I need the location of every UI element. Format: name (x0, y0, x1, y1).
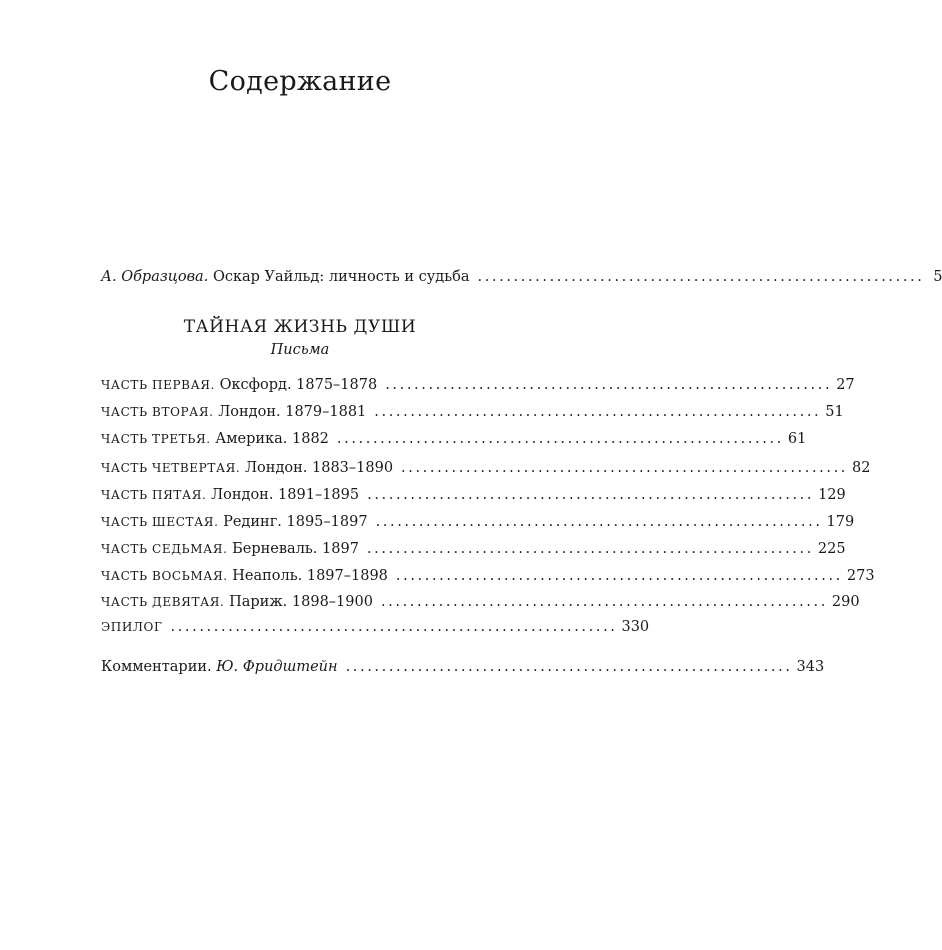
toc-entry-part-1[interactable] (101, 374, 855, 396)
section-title: ТАЙНАЯ ЖИЗНЬ ДУШИ (183, 317, 417, 337)
toc-entry-page: 290 (831, 594, 860, 610)
toc-leader-dots: .............................................................. (401, 460, 849, 476)
toc-entry-page: 129 (818, 487, 846, 503)
toc-entry-part-6[interactable] (101, 511, 855, 533)
toc-entry-label (101, 511, 368, 533)
toc-entry-page: 343 (796, 659, 825, 675)
toc-entry-page: 51 (825, 404, 844, 420)
toc-entry-part: ЧАСТЬ ПЕРВАЯ. (101, 378, 215, 392)
toc-entry-part: ЧАСТЬ ШЕСТАЯ. (101, 515, 219, 529)
toc-leader-dots: .............................................................. (336, 431, 784, 447)
toc-entry-part-3[interactable] (101, 428, 807, 450)
toc-entry-part-4[interactable] (101, 457, 871, 479)
toc-entry-commentary[interactable] (101, 656, 825, 678)
toc-leader-dots: .............................................................. (374, 404, 822, 420)
toc-entry-part: ЧАСТЬ ТРЕТЬЯ. (101, 432, 211, 446)
toc-entry-label (101, 616, 163, 638)
toc-entry-title: Берневаль. 1897 (232, 541, 359, 557)
toc-entry-part-8[interactable] (101, 565, 875, 587)
toc-entry-title: Оскар Уайльд: личность и судьба (212, 269, 470, 285)
toc-entry-part-7[interactable] (101, 538, 846, 560)
toc-entry-label (101, 484, 359, 506)
toc-entry-page: 225 (817, 541, 846, 557)
toc-leader-dots: .............................................................. (385, 377, 833, 393)
toc-entry-part-5[interactable] (101, 484, 846, 506)
toc-entry-label (101, 591, 373, 613)
toc-entry-part: ЭПИЛОГ (101, 620, 163, 634)
toc-entry-part: ЧАСТЬ ЧЕТВЕРТАЯ. (101, 461, 241, 475)
toc-entry-page: 61 (787, 431, 807, 447)
toc-entry-part: ЧАСТЬ ВТОРАЯ. (101, 405, 214, 419)
toc-entry-title: Комментарии. (101, 659, 212, 675)
toc-entry-page: 330 (621, 619, 650, 635)
toc-entry-label (101, 457, 393, 479)
toc-entry-part: ЧАСТЬ ДЕВЯТАЯ. (101, 595, 225, 609)
toc-leader-dots: .............................................................. (380, 594, 828, 610)
toc-entry-title: Лондон. 1879–1881 (218, 404, 367, 420)
toc-leader-dots: .............................................................. (375, 514, 823, 530)
toc-entry-part: ЧАСТЬ ПЯТАЯ. (101, 488, 207, 502)
toc-leader-dots: .............................................................. (345, 659, 793, 675)
toc-entry-part: ЧАСТЬ СЕДЬМАЯ. (101, 542, 228, 556)
toc-entry-title: Оксфорд. 1875–1878 (219, 377, 378, 393)
toc-entry-label (101, 374, 377, 396)
section-subtitle: Письма (270, 342, 330, 358)
toc-entry-author: Ю. Фридштейн (216, 659, 338, 675)
toc-entry-page: 5 (933, 269, 942, 285)
toc-entry-label (101, 266, 469, 288)
toc-leader-dots: .............................................................. (170, 619, 618, 635)
toc-leader-dots: .............................................................. (367, 487, 815, 503)
toc-leader-dots: .............................................................. (366, 541, 814, 557)
page-title: Содержание (208, 66, 392, 97)
toc-leader-dots: .............................................................. (477, 269, 925, 285)
toc-entry-page: 179 (826, 514, 855, 530)
toc-entry-title: Париж. 1898–1900 (229, 594, 373, 610)
toc-entry-title: Неаполь. 1897–1898 (232, 568, 388, 584)
toc-entry-label (101, 538, 359, 560)
toc-entry-part: ЧАСТЬ ВОСЬМАЯ. (101, 569, 228, 583)
toc-leader-dots: .............................................................. (395, 568, 843, 584)
toc-entry-label (101, 401, 366, 423)
toc-entry-intro[interactable] (101, 266, 942, 288)
toc-entry-author: А. Образцова. (101, 269, 209, 285)
toc-entry-part-9[interactable] (101, 591, 860, 613)
toc-entry-title: Лондон. 1883–1890 (244, 460, 394, 476)
toc-entry-title: Америка. 1882 (215, 431, 329, 447)
toc-entry-page: 273 (846, 568, 875, 584)
toc-entry-part-2[interactable] (101, 401, 844, 423)
toc-entry-epilogue[interactable] (101, 616, 650, 638)
toc-entry-title: Лондон. 1891–1895 (211, 487, 360, 503)
toc-entry-label (101, 565, 388, 587)
toc-entry-page: 27 (836, 377, 855, 393)
toc-entry-title: Рединг. 1895–1897 (223, 514, 368, 530)
toc-entry-label (101, 428, 329, 450)
toc-entry-label (101, 656, 338, 678)
toc-entry-page: 82 (852, 460, 871, 476)
